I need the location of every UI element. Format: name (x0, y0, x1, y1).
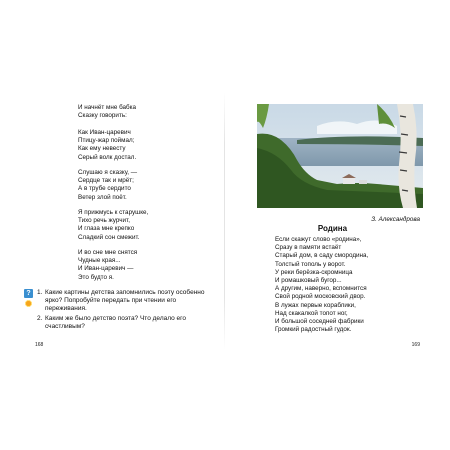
stanza-5: И во сне мне снятся Чудные края... И Иван-царевич — Это будто я. (78, 249, 138, 281)
question-number: 2. (37, 314, 43, 322)
page-number-left: 168 (35, 342, 44, 348)
stanza-1: И начнёт мне бабка Сказку говорить: (78, 104, 137, 120)
stanza-2: Как Иван-царевич Птицу-жар поймал; Как ему невесту Серый волк достал. (78, 129, 137, 161)
sun-icon (24, 299, 33, 308)
river-landscape-photo (257, 104, 423, 208)
question-text: Каким же было детство поэта? Что делало его счастливым? (45, 314, 186, 330)
left-page (10, 88, 225, 354)
poem-title: Родина (317, 224, 348, 233)
page-number-right: 169 (411, 342, 420, 348)
question-number: 1. (37, 289, 43, 296)
photo-illustration (257, 104, 423, 208)
question-mark-icon: ? (24, 289, 33, 298)
question-1 (37, 289, 215, 314)
stanza-3: Слушаю я сказку, — Сердце так и мрёт; А в трубе сердито Ветер злой поёт. (78, 169, 138, 201)
poem-text: Если скажут слово «родина», Сразу в памяти встаёт Старый дом, в саду смородина, Толстый тополь у ворот. У реки берёзка-скромница И ромашковый бугор... А другим, наверно, вспомнится Свой родной московский двор. В лужах первые кораблики, Над скакалкой топот ног, И большой соседней фабрики Громкий радостный гудок. (275, 236, 369, 334)
poem-author: З. Александрова (371, 216, 420, 223)
questions-list (37, 289, 215, 332)
stanza-4: Я прижмусь к старушке, Тихо речь журчит, И глаза мне крепко Сладкий сон смежит. (78, 209, 149, 241)
question-2 (37, 315, 215, 331)
question-text: Какие картины детства запомнились поэту особенно ярко? Попробуйте передать при чтении его переживания. (45, 289, 205, 313)
open-book (10, 88, 440, 354)
right-page (225, 88, 440, 354)
